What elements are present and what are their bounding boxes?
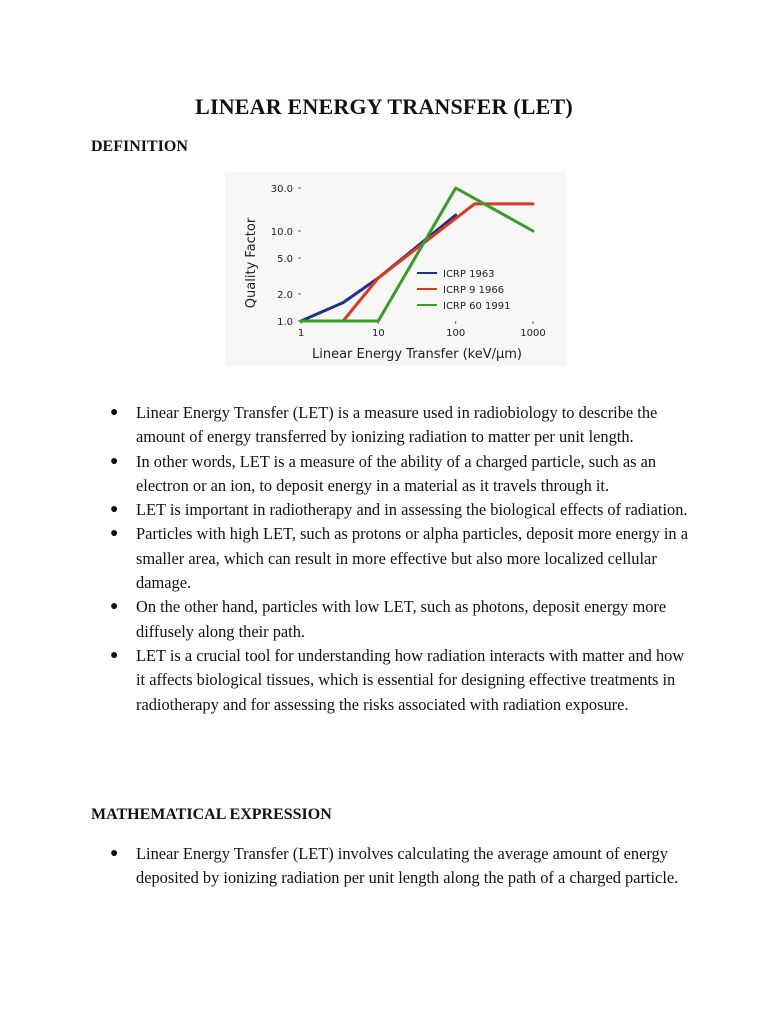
document-title: LINEAR ENERGY TRANSFER (LET) xyxy=(195,94,573,119)
bullet-dot-icon: ● xyxy=(110,405,119,420)
bullet-item xyxy=(108,401,688,450)
x-tick-label: 100 xyxy=(446,328,466,339)
section-heading-mathematical-expression: MATHEMATICAL EXPRESSION xyxy=(91,806,332,823)
legend-label: ICRP 1963 xyxy=(443,269,495,280)
bullet-item xyxy=(108,450,688,499)
x-tick-label: 1 xyxy=(297,328,305,339)
bullet-dot-icon: ● xyxy=(110,846,119,861)
let-quality-factor-chart xyxy=(225,172,566,366)
x-tick-label: 1000 xyxy=(520,328,546,339)
bullet-dot-icon: ● xyxy=(110,453,119,469)
bullet-dot-icon: ● xyxy=(110,647,119,663)
bullet-text: Linear Energy Transfer (LET) is a measure used in radiobiology to describe the amount of energy transferred by ionizing radiation to matter per unit length. xyxy=(136,403,658,447)
bullet-text: On the other hand, particles with low LET, such as photons, deposit energy more diffusely along their path. xyxy=(136,597,667,641)
bullet-item xyxy=(108,498,688,522)
bullet-text: Particles with high LET, such as protons or alpha particles, deposit more energy in a smaller area, which can result in more effective but also more localized cellular damage. xyxy=(136,524,688,593)
bullet-dot-icon: ● xyxy=(110,526,119,542)
definition-bullet-list xyxy=(108,401,688,717)
bullet-text: LET is a crucial tool for understanding how radiation interacts with matter and how it affects biological tissues, which is essential for designing effective treatments in radiotherapy and for assessing the risks associated with radiation exposure. xyxy=(136,645,685,714)
bullet-item xyxy=(108,842,688,891)
chart-canvas xyxy=(225,172,566,366)
section-heading-definition: DEFINITION xyxy=(91,138,188,155)
y-tick-label: 30.0 xyxy=(270,184,293,195)
bullet-item xyxy=(108,644,688,717)
bullet-dot-icon: ● xyxy=(110,599,119,615)
bullet-item xyxy=(108,595,688,644)
bullet-text: In other words, LET is a measure of the ability of a charged particle, such as an electron or an ion, to deposit energy in a material as it travels through it. xyxy=(136,451,657,495)
y-tick-label: 1.0 xyxy=(277,317,293,328)
bullet-text: LET is important in radiotherapy and in assessing the biological effects of radiation. xyxy=(136,500,688,520)
math-bullet-list xyxy=(108,842,688,891)
bullet-item xyxy=(108,522,688,595)
y-axis-label: Quality Factor xyxy=(244,217,259,309)
legend-label: ICRP 60 1991 xyxy=(443,301,511,312)
y-tick-label: 2.0 xyxy=(277,289,293,301)
x-tick-label: 10 xyxy=(371,328,385,339)
y-tick-label: 5.0 xyxy=(277,254,293,266)
legend-label: ICRP 9 1966 xyxy=(443,285,505,296)
bullet-text: Linear Energy Transfer (LET) involves calculating the average amount of energy deposited by ionizing radiation per unit length along the path of a charged particle. xyxy=(136,844,679,888)
x-axis-label: Linear Energy Transfer (keV/μm) xyxy=(312,347,522,362)
y-tick-label: 10.0 xyxy=(270,226,293,238)
bullet-dot-icon: ● xyxy=(110,502,119,518)
